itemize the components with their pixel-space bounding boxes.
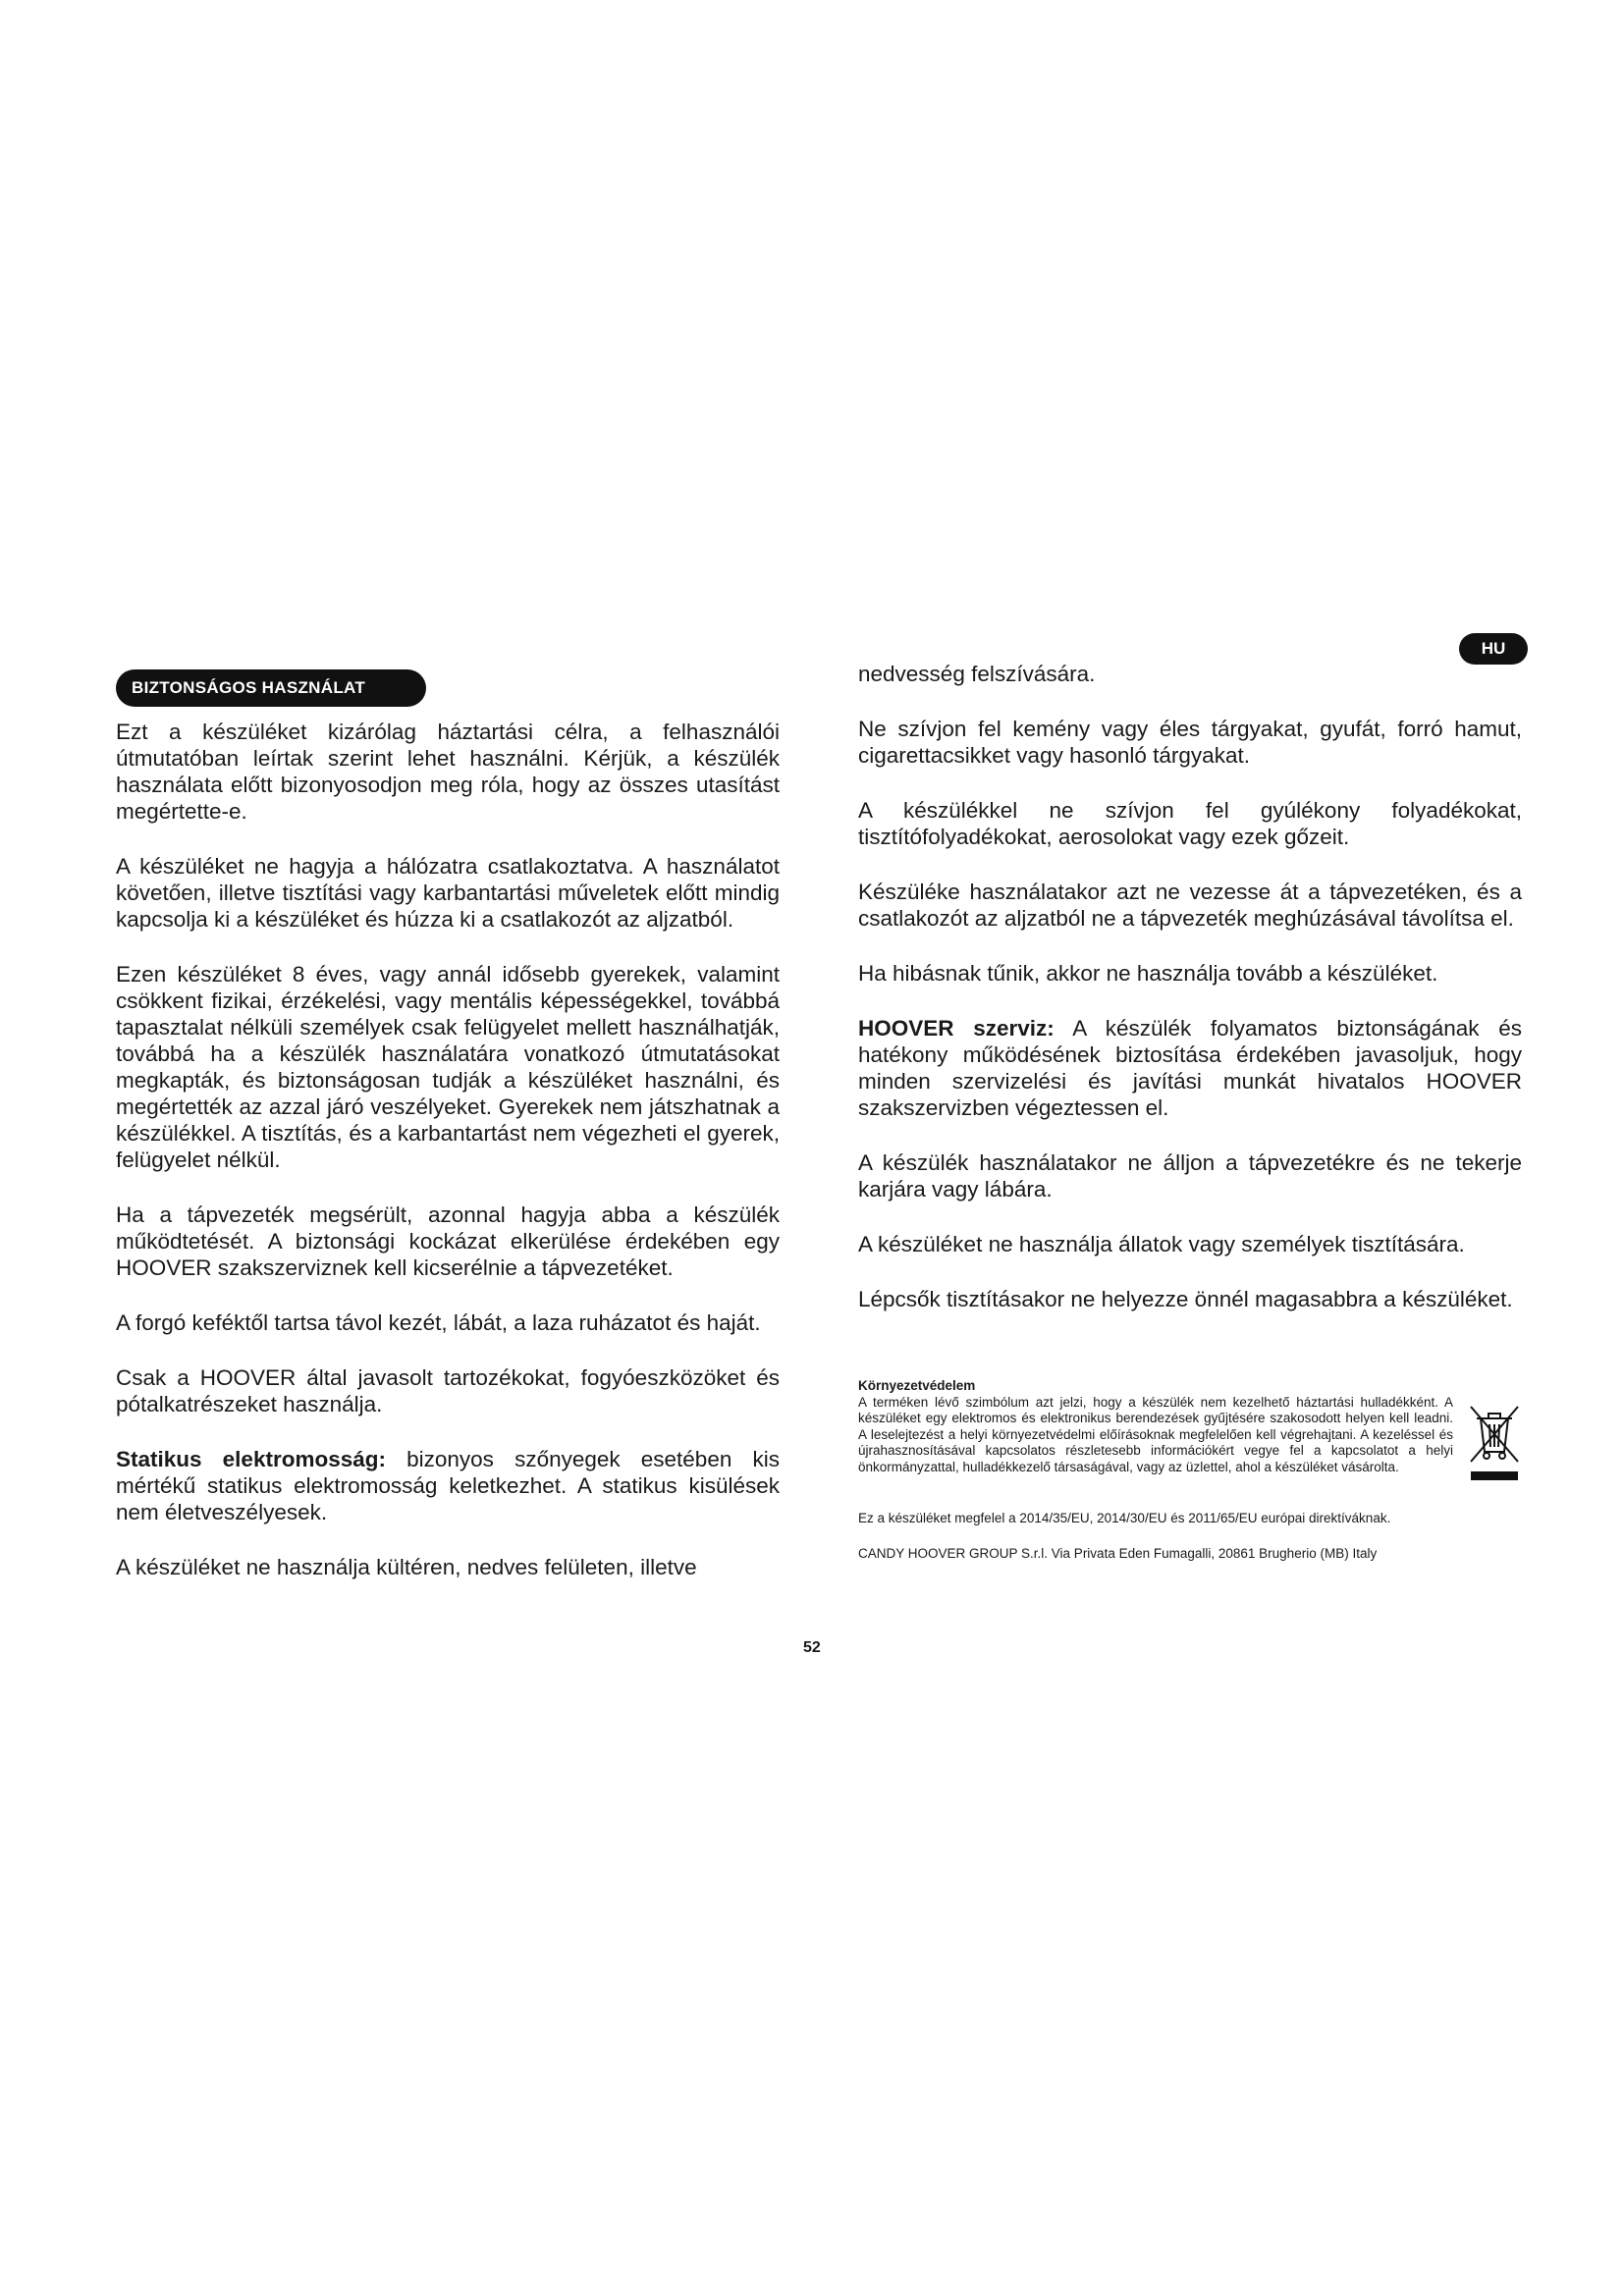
paragraph-cord-handling: Készüléke használatakor azt ne vezesse át a tápvezetéken, és a csatlakozót az aljzatból ne a tápvezeték meghúzásával távolítsa el. [858,880,1522,931]
paragraph-faulty-device: Ha hibásnak tűnik, akkor ne használja tovább a készüléket. [858,961,1438,986]
left-column [116,719,780,1609]
page-number: 52 [803,1639,821,1656]
environment-section [858,1378,1522,1563]
hoover-service-text: A készülék folyamatos biztonságának és hatékony működésének biztosítása érdekében javasoljuk, hogy minden szervizelési és javítási munkát hivatalos HOOVER szakszervizben végeztessen el. [858,1016,1522,1120]
environment-title: Környezetvédelem [858,1378,976,1393]
paragraph-accessories: Csak a HOOVER által javasolt tartozékokat, fogyóeszközöket és pótalkatrészeket használja. [116,1365,780,1416]
paragraph-flammable-liquids: A készülékkel ne szívjon fel gyúlékony folyadékokat, tisztítófolyadékokat, aerosolokat vagy ezek gőzeit. [858,798,1522,849]
paragraph-static-electricity [116,1446,780,1525]
paragraph-children-supervision: Ezen készüléket 8 éves, vagy annál idősebb gyerekek, valamint csökkent fizikai, érzékelési, vagy mentális képességekkel, továbbá tapasztalat nélküli személyek csak felügyelet mellett használhatják, továbbá ha a készülék használatára vonatkozó útmutatásokat megkapták, és biztonságosan tudják a készüléket használni, és megértették az azzal járó veszélyeket. Gyerekek nem játszhatnak a készülékkel. A tisztítás, és a karbantartást nem végezheti el gyerek, felügyelet nélkül. [116,962,780,1172]
paragraph-rotating-brushes: A forgó keféktől tartsa távol kezét, lábát, a laza ruházatot és haját. [116,1310,761,1335]
company-address: CANDY HOOVER GROUP S.r.l. Via Privata Eden Fumagalli, 20861 Brugherio (MB) Italy [858,1546,1378,1561]
static-electricity-text: bizonyos szőnyegek esetében kis mértékű statikus elektromosság keletkezhet. A statikus kisülések nem életveszélyesek. [116,1447,780,1524]
paragraph-unplug: A készüléket ne hagyja a hálózatra csatlakoztatva. A használatot követően, illetve tisztítási vagy karbantartási műveletek előtt mindig kapcsolja ki a készüléket és húzza ki a csatlakozót az aljzatból. [116,854,780,932]
section-title-badge: BIZTONSÁGOS HASZNÁLAT [116,669,426,707]
directive-compliance: Ez a készüléket megfelel a 2014/35/EU, 2014/30/EU és 2011/65/EU európai direktíváknak. [858,1510,1391,1525]
paragraph-damaged-cord: Ha a tápvezeték megsérült, azonnal hagyja abba a készülék működtetését. A biztonsági kockázat elkerülése érdekében egy HOOVER szakszerviznek kell kicserélnie a tápvezetéket. [116,1202,780,1280]
static-electricity-label: Statikus elektromosság: [116,1447,386,1471]
right-column [858,661,1522,1341]
paragraph-hard-objects: Ne szívjon fel kemény vagy éles tárgyakat, gyufát, forró hamut, cigarettacsikket vagy hasonló tárgyakat. [858,717,1522,768]
paragraph-moisture: nedvesség felszívására. [858,662,1096,686]
paragraph-stairs: Lépcsők tisztításakor ne helyezze önnél magasabbra a készüléket. [858,1287,1513,1311]
environment-text: A terméken lévő szimbólum azt jelzi, hogy a készülék nem kezelhető háztartási hulladékként. A készüléket egy elektromos és elektronikus berendezések gyűjtésére szakosodott helyen kell leadni. A leselejtezést a helyi környezetvédelmi előírásoknak megfelelően kell végrehajtani. A kezeléssel és újrahasznosításával kapcsolatos részletesebb információkért vegye fel a kapcsolatot a helyi önkormányzattal, hulladékkezelő társaságával, vagy az üzlettel, ahol a készüléket vásárolta. [858,1394,1453,1474]
paragraph-household-use: Ezt a készüléket kizárólag háztartási célra, a felhasználói útmutatóban leírtak szerint lehet használni. Kérjük, a készülék használata előtt bizonyosodjon meg róla, hogy az összes utasítást megértette-e. [116,720,780,824]
hoover-service-label: HOOVER szerviz: [858,1016,1055,1041]
paragraph-animals-persons: A készüléket ne használja állatok vagy személyek tisztítására. [858,1232,1465,1256]
language-badge: HU [1459,633,1528,665]
paragraph-hoover-service [858,1015,1522,1121]
paragraph-standing-on-cord: A készülék használatakor ne álljon a tápvezetékre és ne tekerje karjára vagy lábára. [858,1150,1522,1201]
crossed-out-wheelie-bin-icon [1467,1401,1522,1489]
paragraph-outdoor-use: A készüléket ne használja kültéren, nedves felületen, illetve [116,1555,697,1579]
